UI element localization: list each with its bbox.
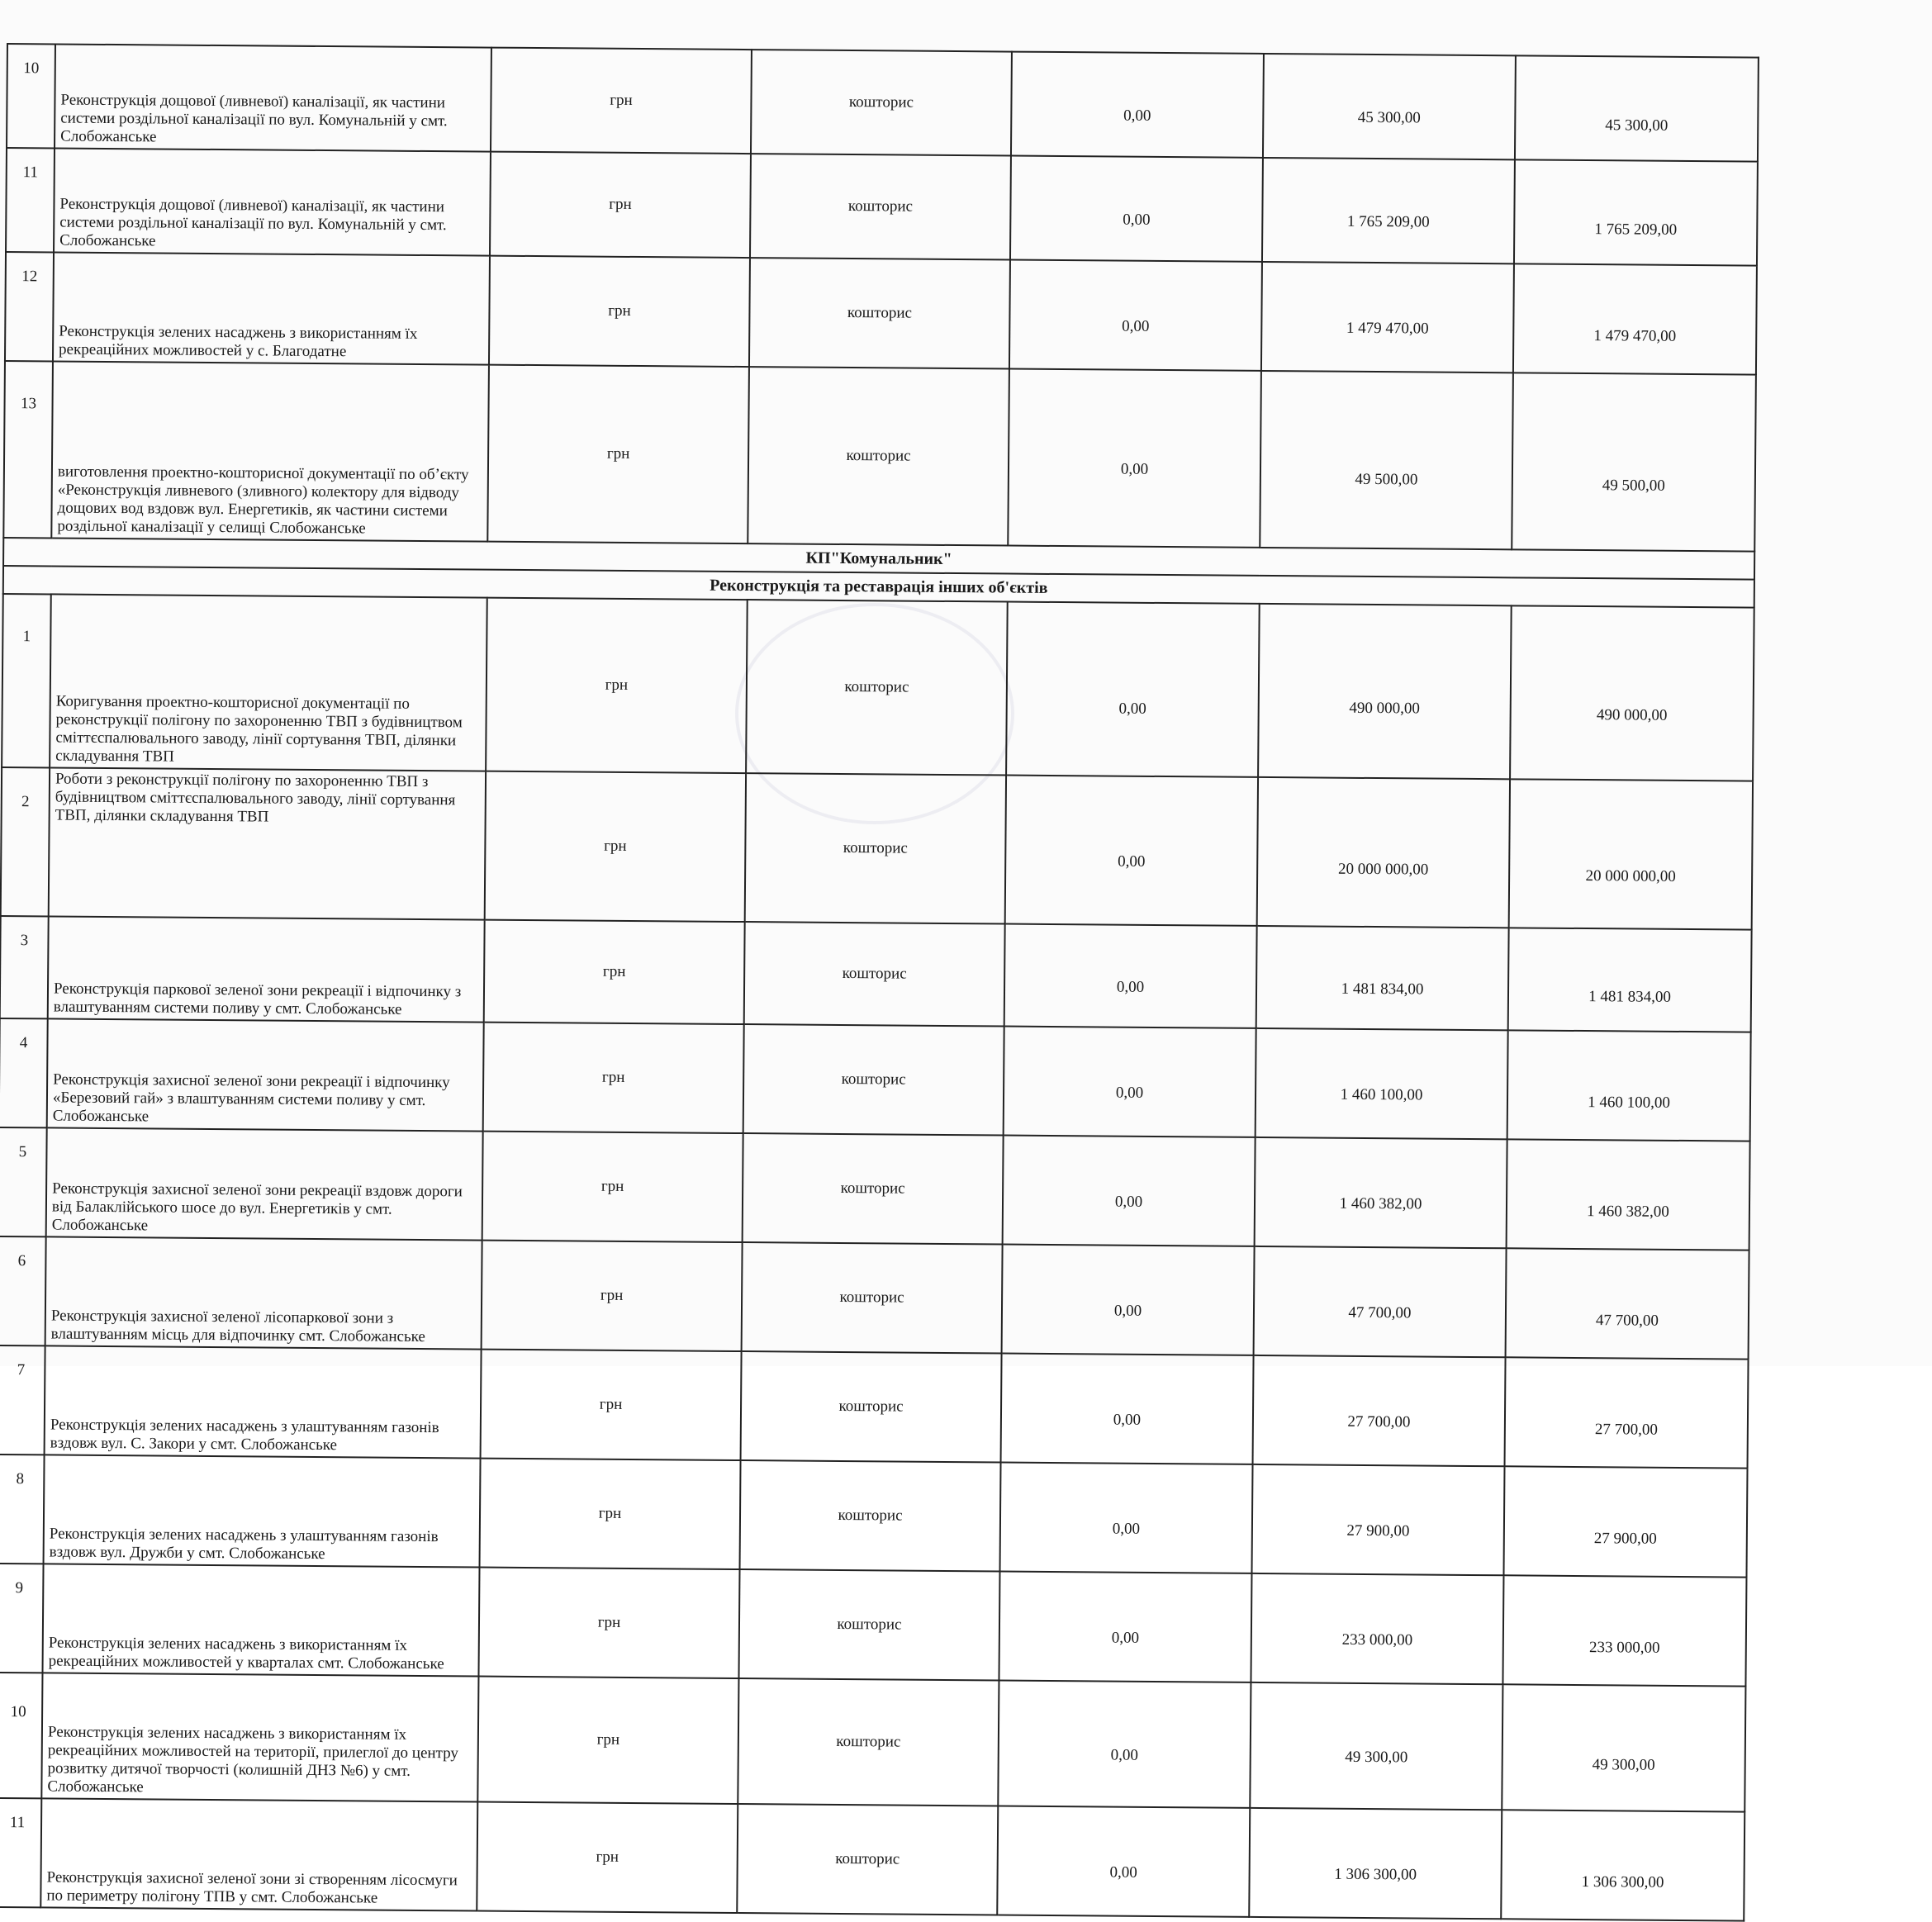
row-value-3: 233 000,00 (1502, 1575, 1746, 1686)
row-source: кошторис (751, 50, 1012, 155)
table-row (0, 1673, 1745, 1812)
row-number: 1 (2, 594, 51, 767)
row-source: кошторис (741, 1351, 1002, 1462)
table-row (0, 1455, 1748, 1578)
row-unit: грн (481, 1350, 742, 1460)
table-row (0, 1798, 1744, 1921)
row-name: виготовлення проектно-кошторисної документації по об’єкту «Реконструкція ливневого (зливного) колектору для відводу дощових вод вздовж вул. Енергетиків, як частини системи роздільної каналізації у селищі Слобожанське (51, 361, 489, 541)
block1-rows (0, 44, 1759, 1921)
row-value-1: 0,00 (997, 1806, 1250, 1916)
row-value-1: 0,00 (1001, 1354, 1254, 1464)
row-value-3: 20 000 000,00 (1509, 779, 1753, 929)
row-value-3: 49 300,00 (1502, 1684, 1745, 1811)
row-value-3: 1 765 209,00 (1514, 159, 1758, 265)
row-number: 13 (3, 361, 53, 538)
row-number: 6 (0, 1236, 46, 1345)
row-unit: грн (482, 1241, 743, 1351)
row-name: Реконструкція зелених насаджень з використанням їх рекреаційних можливостей на території, прилеглої до центру розвитку дитячої творчості (колишній ДНЗ №6) у смт. Слобожанське (41, 1673, 478, 1801)
row-source: кошторис (740, 1460, 1001, 1571)
row-name: Реконструкція зелених насаджень з використанням їх рекреаційних можливостей у кварталах смт. Слобожанське (43, 1564, 480, 1676)
row-value-1: 0,00 (1004, 1027, 1256, 1137)
row-source: кошторис (737, 1804, 998, 1915)
row-value-1: 0,00 (1008, 369, 1261, 548)
section-title-org: КП"Комунальник" (3, 538, 1754, 580)
row-source: кошторис (743, 1133, 1004, 1244)
row-number: 12 (5, 252, 54, 361)
row-unit: грн (483, 1023, 744, 1133)
row-source: кошторис (746, 600, 1008, 775)
row-unit: грн (486, 598, 748, 773)
table-row (1, 767, 1753, 930)
row-name: Реконструкція зелених насаджень з улаштуванням газонів вздовж вул. Дружби у смт. Слобожанське (44, 1455, 481, 1567)
row-value-2: 233 000,00 (1251, 1573, 1503, 1684)
row-number: 8 (0, 1455, 45, 1564)
row-value-2: 27 900,00 (1251, 1464, 1504, 1575)
row-value-2: 27 700,00 (1253, 1355, 1506, 1466)
row-source: кошторис (738, 1569, 999, 1680)
row-unit: грн (482, 1132, 743, 1242)
table-row (0, 1345, 1749, 1469)
row-name: Реконструкція паркової зеленої зони рекреації і відпочинку з влаштуванням системи поливу у смт. Слобожанське (48, 916, 485, 1022)
row-value-2: 1 306 300,00 (1249, 1808, 1502, 1919)
table-row (3, 361, 1756, 552)
row-number: 5 (0, 1127, 47, 1236)
row-value-1: 0,00 (1005, 776, 1258, 926)
row-value-2: 1 479 470,00 (1261, 262, 1514, 373)
row-name: Реконструкція захисної зеленої лісопаркової зони з влаштуванням місць для відпочинку смт. Слобожанське (45, 1236, 482, 1349)
row-value-3: 490 000,00 (1510, 605, 1754, 781)
row-unit: грн (484, 920, 745, 1024)
table-row (5, 252, 1757, 375)
row-name: Реконструкція зелених насаджень з улаштуванням газонів вздовж вул. С. Закори у смт. Слобожанське (45, 1345, 482, 1458)
table-row (0, 1236, 1749, 1360)
row-unit: грн (490, 152, 751, 258)
row-value-3: 27 900,00 (1503, 1466, 1747, 1577)
row-number: 7 (0, 1345, 45, 1455)
row-value-3: 1 479 470,00 (1513, 263, 1757, 374)
row-number: 3 (0, 916, 49, 1018)
row-value-2: 20 000 000,00 (1257, 777, 1510, 928)
row-source: кошторис (745, 773, 1006, 923)
row-name: Реконструкція дощової (ливневої) каналізації, як частини системи роздільної каналізації по вул. Комунальній у смт. Слобожанське (55, 44, 491, 151)
budget-table (0, 43, 1759, 1922)
row-unit: грн (485, 771, 746, 922)
row-unit: грн (477, 1677, 738, 1804)
row-unit: грн (477, 1802, 738, 1913)
row-value-1: 0,00 (999, 1572, 1251, 1682)
row-value-2: 490 000,00 (1258, 604, 1512, 779)
row-value-1: 0,00 (1011, 52, 1264, 158)
row-value-2: 1 765 209,00 (1262, 158, 1515, 263)
row-source: кошторис (742, 1242, 1003, 1353)
row-value-1: 0,00 (1009, 260, 1262, 371)
section-title-sub: Реконструкція та реставрація інших об'єктів (3, 566, 1754, 608)
row-value-2: 1 481 834,00 (1256, 926, 1509, 1030)
row-number: 2 (1, 767, 50, 916)
row-value-3: 47 700,00 (1506, 1248, 1749, 1359)
row-value-2: 49 300,00 (1250, 1682, 1502, 1810)
row-value-1: 0,00 (1006, 602, 1260, 777)
row-unit: грн (487, 365, 749, 543)
row-unit: грн (489, 256, 750, 367)
table-row (0, 1127, 1750, 1250)
row-name: Реконструкція зелених насаджень з використанням їх рекреаційних можливостей у с. Благодатне (53, 252, 490, 364)
row-value-3: 27 700,00 (1505, 1357, 1749, 1468)
row-name: Реконструкція захисної зеленої зони рекреації і відпочинку «Березовий гай» з влаштуванням системи поливу у смт. Слобожанське (47, 1018, 484, 1131)
row-number: 10 (7, 44, 55, 148)
table-row (2, 594, 1754, 781)
row-value-2: 45 300,00 (1263, 54, 1516, 159)
row-value-3: 45 300,00 (1515, 55, 1759, 161)
table-row (0, 1564, 1746, 1687)
table-row (7, 44, 1759, 162)
row-value-1: 0,00 (1010, 156, 1263, 262)
table-row (0, 916, 1752, 1032)
budget-table-sheet (0, 43, 1758, 1922)
row-number: 10 (0, 1673, 43, 1798)
row-value-1: 0,00 (1000, 1463, 1253, 1573)
table-row (6, 148, 1758, 266)
row-value-1: 0,00 (998, 1680, 1251, 1807)
row-number: 11 (6, 148, 55, 252)
row-value-3: 49 500,00 (1512, 373, 1756, 551)
row-name: Коригування проектно-кошторисної документації по реконструкції полігону по захороненню ТВП з будівництвом сміттєспалювального заводу, лінії сортування ТВП, ділянки складування ТВП (50, 594, 487, 771)
row-unit: грн (480, 1459, 741, 1569)
row-value-2: 49 500,00 (1260, 371, 1513, 549)
row-name: Реконструкція дощової (ливневої) каналізації, як частини системи роздільної каналізації по вул. Комунальній у смт. Слобожанське (54, 148, 491, 255)
row-source: кошторис (738, 1678, 999, 1806)
row-number: 4 (0, 1018, 48, 1127)
row-value-2: 1 460 100,00 (1256, 1028, 1508, 1139)
row-source: кошторис (748, 367, 1009, 545)
row-value-1: 0,00 (1004, 924, 1257, 1028)
row-source: кошторис (744, 922, 1005, 1026)
row-value-3: 1 481 834,00 (1508, 928, 1752, 1032)
table-row (0, 1018, 1751, 1141)
row-value-1: 0,00 (1003, 1136, 1256, 1246)
row-value-2: 1 460 382,00 (1255, 1137, 1507, 1248)
row-source: кошторис (750, 154, 1011, 259)
row-unit: грн (478, 1568, 739, 1678)
row-value-3: 1 460 382,00 (1507, 1139, 1750, 1250)
row-unit: грн (491, 48, 752, 154)
row-value-3: 1 306 300,00 (1501, 1810, 1744, 1920)
row-value-1: 0,00 (1002, 1245, 1255, 1355)
row-name: Реконструкція захисної зеленої зони рекреації вздовж дороги від Балаклійського шосе до вул. Енергетиків у смт. Слобожанське (46, 1127, 483, 1240)
row-number: 11 (0, 1798, 41, 1907)
row-name: Реконструкція захисної зеленої зони зі створенням лісосмуги по периметру полігону ТПВ у смт. Слобожанське (40, 1798, 477, 1910)
row-source: кошторис (743, 1024, 1004, 1135)
row-value-2: 47 700,00 (1254, 1246, 1507, 1357)
row-number: 9 (0, 1564, 44, 1673)
row-value-3: 1 460 100,00 (1507, 1030, 1751, 1141)
row-name: Роботи з реконструкції полігону по захороненню ТВП з будівництвом сміттєспалювального заводу, лінії сортування ТВП, ділянки складування ТВП (49, 767, 486, 919)
row-source: кошторис (749, 258, 1010, 368)
